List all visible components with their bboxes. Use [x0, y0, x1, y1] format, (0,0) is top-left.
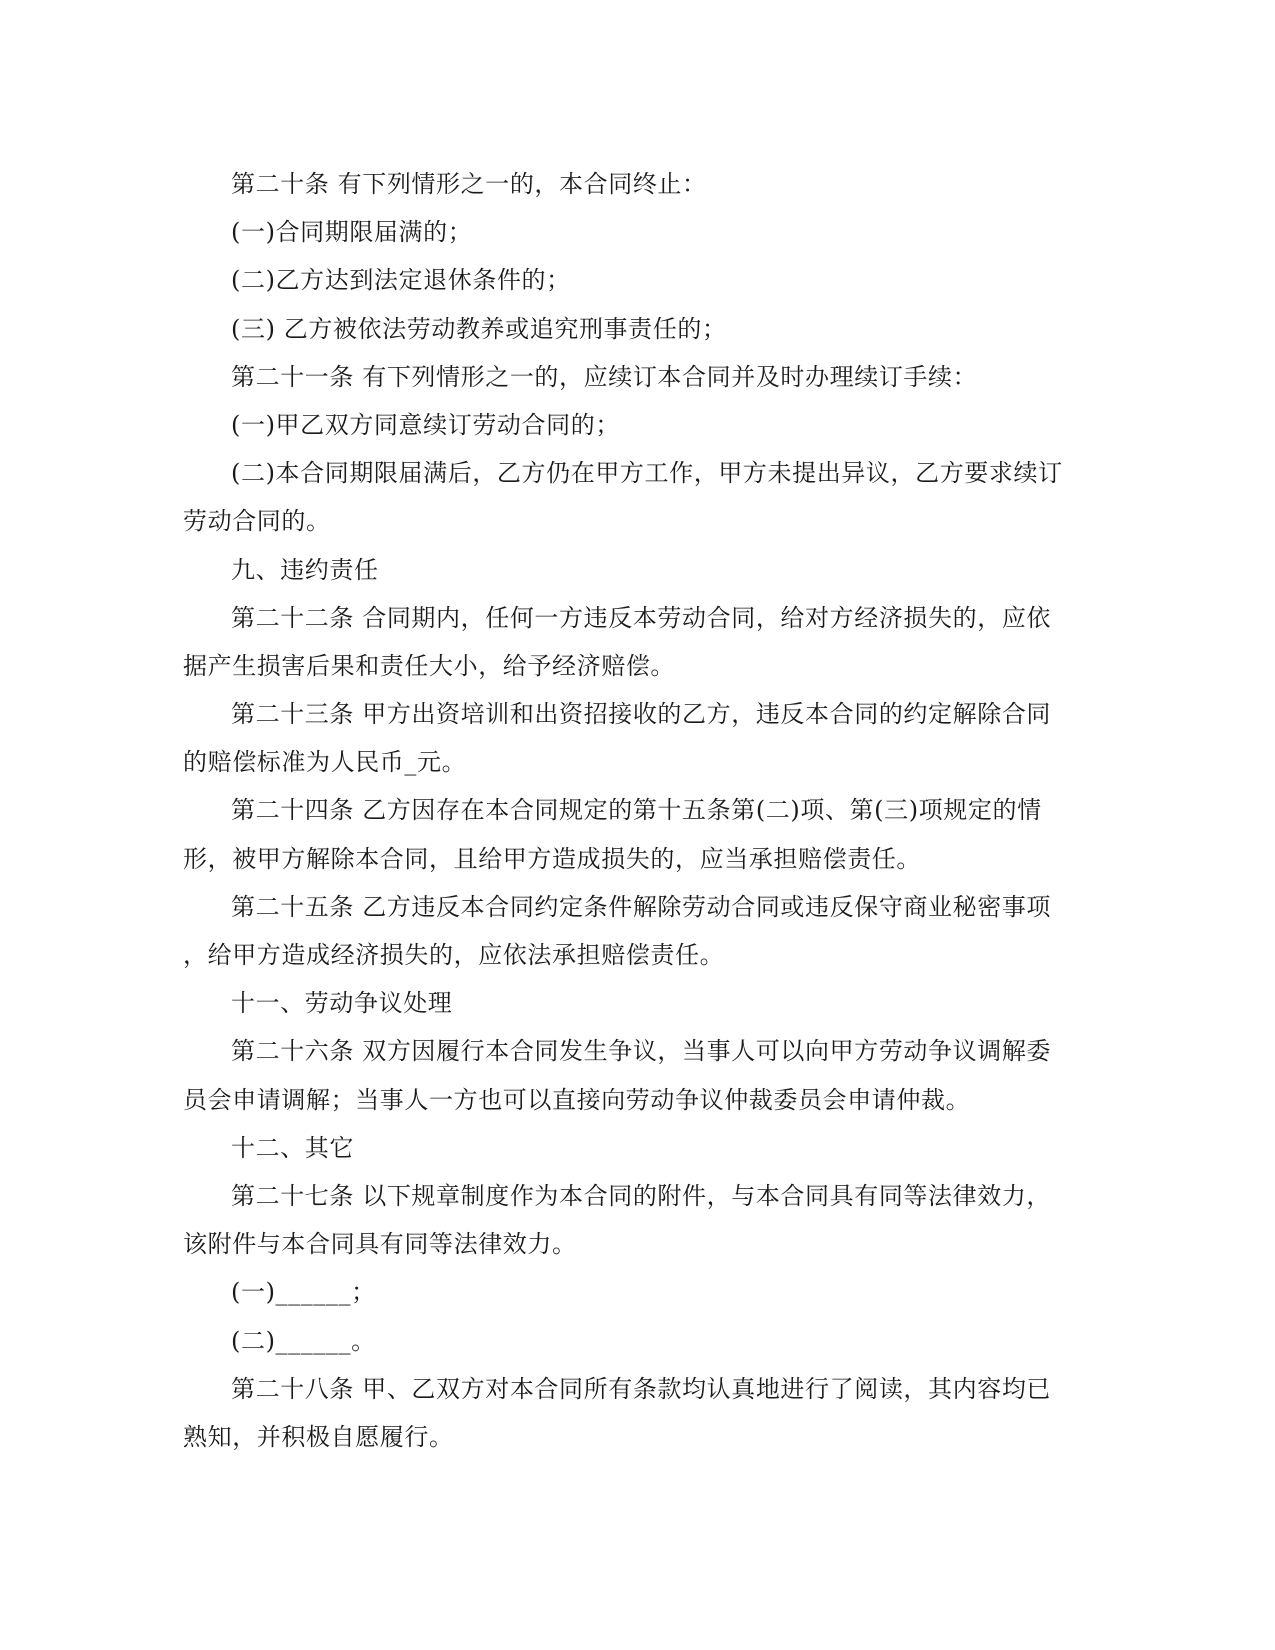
text-line: (一)合同期限届满的；	[231, 218, 473, 247]
text-line: (二)本合同期限届满后，乙方仍在甲方工作，甲方未提出异议，乙方要求续订	[231, 459, 1063, 488]
text-line: ，给甲方造成经济损失的，应依法承担赔偿责任。	[183, 941, 725, 969]
text-line: 第二十八条 甲、乙双方对本合同所有条款均认真地进行了阅读，其内容均已	[231, 1374, 1052, 1403]
text-line: 形，被甲方解除本合同，且给甲方造成损失的，应当承担赔偿责任。	[183, 844, 921, 873]
text-line: 该附件与本合同具有同等法律效力。	[183, 1230, 577, 1259]
text-line: 劳动合同的。	[183, 507, 331, 536]
document-page	[183, 160, 1083, 1461]
section-heading: 十二、其它	[231, 1133, 354, 1162]
text-line: 的赔偿标准为人民币_元。	[183, 748, 467, 777]
section-heading: 九、违约责任	[231, 555, 379, 584]
text-line: 据产生损害后果和责任大小，给予经济赔偿。	[183, 651, 675, 680]
text-line: 第二十一条 有下列情形之一的，应续订本合同并及时办理续订手续：	[231, 362, 978, 391]
text-line: 第二十四条 乙方因存在本合同规定的第十五条第(二)项、第(三)项规定的情	[231, 796, 1042, 825]
text-line: 第二十条 有下列情形之一的，本合同终止：	[231, 170, 707, 198]
text-line: (一)______；	[231, 1278, 376, 1307]
text-line: 第二十二条 合同期内，任何一方违反本劳动合同，给对方经济损失的，应依	[231, 603, 1052, 632]
text-line: (二)______。	[231, 1326, 376, 1355]
text-line: 第二十五条 乙方违反本合同约定条件解除劳动合同或违反保守商业秘密事项	[231, 892, 1052, 921]
text-line: (二)乙方达到法定退休条件的；	[231, 266, 571, 295]
section-heading: 十一、劳动争议处理	[231, 989, 453, 1018]
text-line: (一)甲乙双方同意续订劳动合同的；	[231, 410, 620, 439]
text-line: 第二十六条 双方因履行本合同发生争议，当事人可以向甲方劳动争议调解委	[231, 1037, 1052, 1066]
text-line: (三) 乙方被依法劳动教养或追究刑事责任的；	[231, 314, 727, 343]
text-line: 熟知，并积极自愿履行。	[183, 1422, 454, 1451]
text-line: 第二十三条 甲方出资培训和出资招接收的乙方，违反本合同的约定解除合同	[231, 700, 1052, 729]
text-line: 第二十七条 以下规章制度作为本合同的附件，与本合同具有同等法律效力，	[231, 1181, 1052, 1210]
text-line: 员会申请调解；当事人一方也可以直接向劳动争议仲裁委员会申请仲裁。	[183, 1085, 971, 1114]
